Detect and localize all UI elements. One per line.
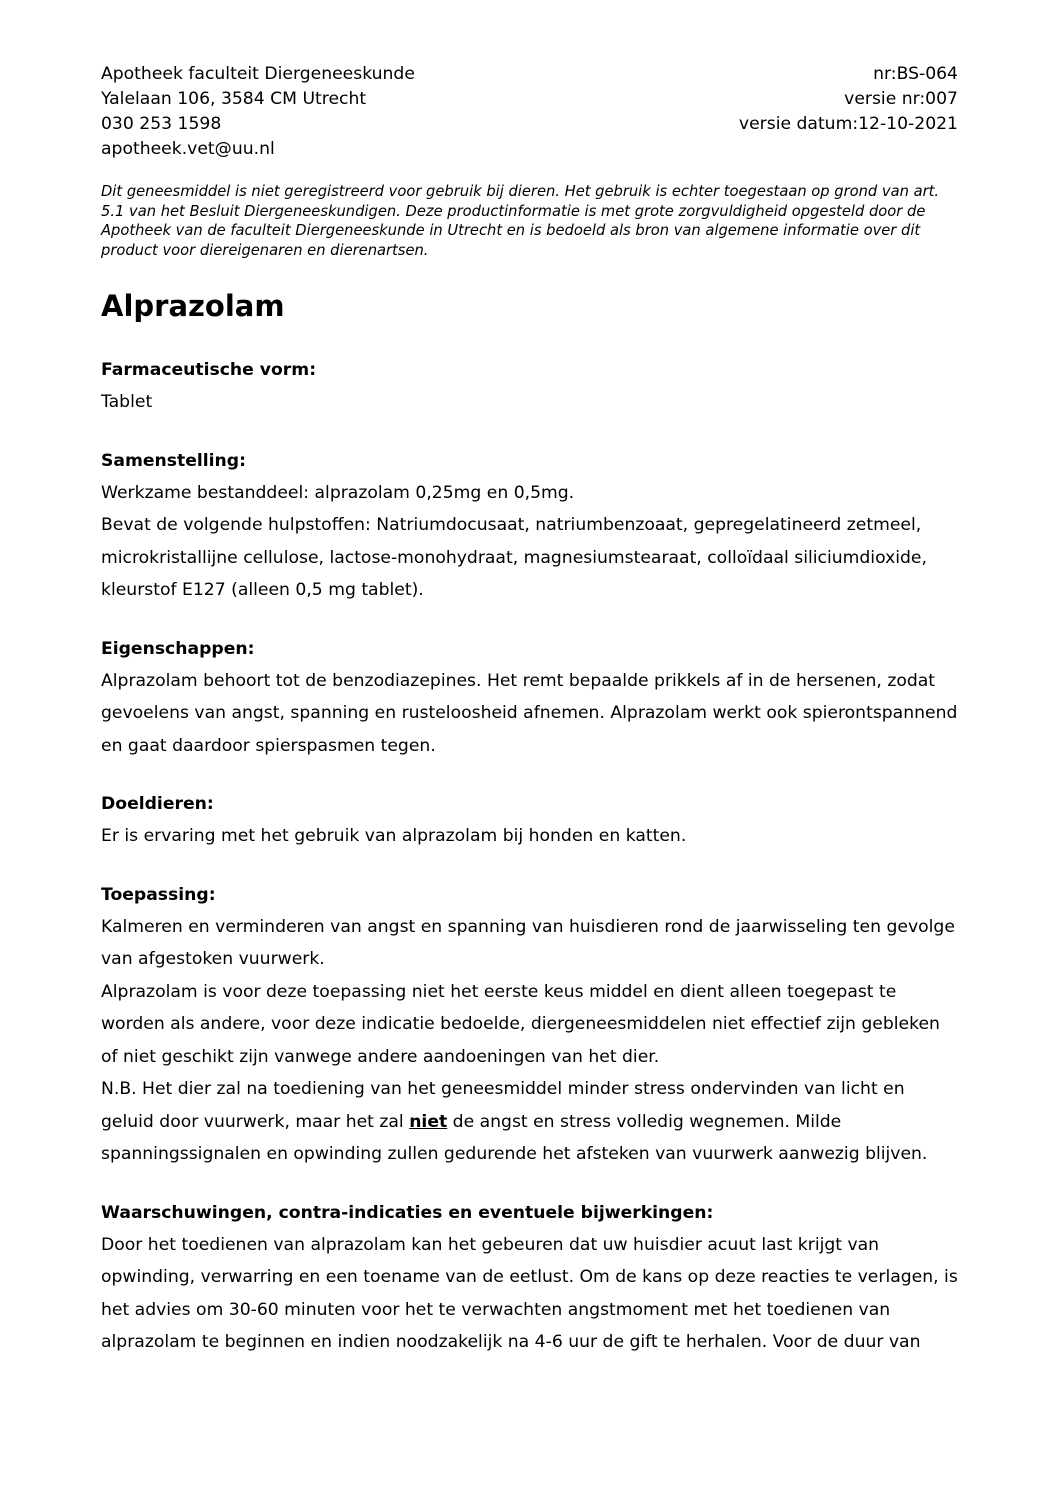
section-paragraph: Alprazolam is voor deze toepassing niet het eerste keus middel en dient alleen toegepast te worden als andere, voor deze indicatie bedoelde, diergeneesmiddelen niet effectief zijn gebleken of niet geschikt zijn vanwege andere aandoeningen van het dier. bbox=[101, 981, 940, 1067]
section-waarschuwingen bbox=[101, 1197, 958, 1359]
section-paragraph: Kalmeren en verminderen van angst en spanning van huisdieren rond de jaarwisseling ten gevolge van afgestoken vuurwerk. bbox=[101, 916, 955, 969]
section-heading: Doeldieren: bbox=[101, 794, 214, 814]
pharmacy-address: Yalelaan 106, 3584 CM Utrecht bbox=[101, 89, 367, 109]
document-number: nr:BS-064 bbox=[873, 64, 958, 84]
section-toepassing bbox=[101, 879, 958, 1171]
page-title: Alprazolam bbox=[101, 289, 285, 323]
section-eigenschappen bbox=[101, 633, 958, 763]
section-paragraph: Werkzame bestanddeel: alprazolam 0,25mg en 0,5mg. bbox=[101, 482, 575, 503]
section-paragraph: Door het toedienen van alprazolam kan het gebeuren dat uw huisdier acuut last krijgt van opwinding, verwarring en een toename van de eetlust. Om de kans op deze reacties te verlagen, is het advies om 30-60 minuten voor het te verwachten angstmoment met het toedienen van alprazolam te beginnen en indien noodzakelijk na 4-6 uur de gift te herhalen. Voor de duur van bbox=[101, 1234, 958, 1352]
version-number: versie nr:007 bbox=[844, 89, 958, 109]
section-heading: Waarschuwingen, contra-indicaties en eventuele bijwerkingen: bbox=[101, 1202, 714, 1223]
nb-paragraph bbox=[101, 1073, 958, 1171]
document-meta bbox=[739, 62, 958, 162]
nb-text-after: de angst en stress volledig wegnemen. Milde spanningssignalen en opwinding zullen gedurende het afsteken van vuurwerk aanwezig blijven. bbox=[101, 1111, 928, 1164]
section-paragraph: Alprazolam behoort tot de benzodiazepines. Het remt bepaalde prikkels af in de hersenen, zodat gevoelens van angst, spanning en rusteloosheid afnemen. Alprazolam werkt ook spierontspannend en gaat daardoor spierspasmen tegen. bbox=[101, 670, 958, 756]
document-header bbox=[101, 62, 958, 162]
section-heading: Farmaceutische vorm: bbox=[101, 360, 317, 380]
nb-emphasis: niet bbox=[409, 1111, 448, 1132]
pharmacy-name: Apotheek faculteit Diergeneeskunde bbox=[101, 64, 415, 84]
section-farmaceutische-vorm bbox=[101, 354, 958, 419]
nb-text-before: N.B. Het dier zal na toediening van het geneesmiddel minder stress ondervinden van licht en geluid door vuurwerk, maar het zal bbox=[101, 1079, 905, 1132]
pharmacy-contact bbox=[101, 62, 415, 162]
document-page bbox=[101, 62, 958, 1359]
pharmacy-email: apotheek.vet@uu.nl bbox=[101, 139, 275, 159]
section-paragraph: Er is ervaring met het gebruik van alprazolam bij honden en katten. bbox=[101, 826, 687, 846]
version-date: versie datum:12-10-2021 bbox=[738, 114, 958, 134]
section-heading: Samenstelling: bbox=[101, 450, 246, 471]
section-heading: Eigenschappen: bbox=[101, 638, 255, 659]
section-paragraph: Tablet bbox=[101, 392, 153, 412]
section-samenstelling bbox=[101, 445, 958, 607]
pharmacy-phone: 030 253 1598 bbox=[101, 114, 222, 134]
section-heading: Toepassing: bbox=[101, 884, 216, 905]
section-paragraph: Bevat de volgende hulpstoffen: Natriumdocusaat, natriumbenzoaat, gepregelatineerd zetmeel, microkristallijne cellulose, lactose-monohydraat, magnesiumstearaat, colloïdaal siliciumdioxide, kleurstof E127 (alleen 0,5 mg tablet). bbox=[101, 515, 927, 600]
disclaimer: Dit geneesmiddel is niet geregistreerd voor gebruik bij dieren. Het gebruik is echter toegestaan op grond van art. 5.1 van het Besluit Diergeneeskundigen. Deze productinformatie is met grote zorgvuldigheid opgesteld door de Apotheek van de faculteit Diergeneeskunde in Utrecht en is bedoeld als bron van algemene informatie over dit product voor diereigenaren en dierenartsen. bbox=[101, 183, 940, 259]
section-doeldieren bbox=[101, 788, 958, 853]
